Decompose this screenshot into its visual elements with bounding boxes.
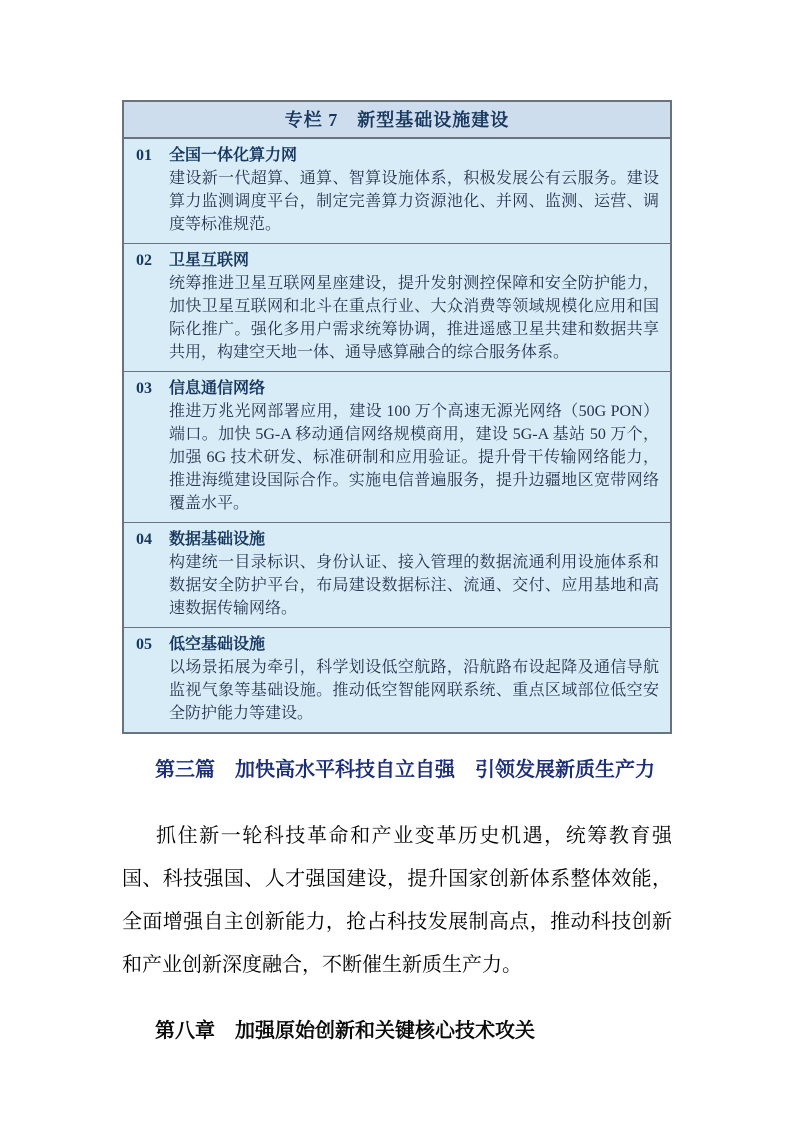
panel-item-title: 信息通信网络 <box>169 380 266 397</box>
panel-item-head <box>136 249 659 272</box>
panel-title: 专栏 7 新型基础设施建设 <box>124 102 670 139</box>
body-paragraph: 抓住新一轮科技革命和产业变革历史机遇，统筹教育强国、科技强国、人才强国建设，提升国家创新体系整体效能，全面增强自主创新能力，抢占科技发展制高点，推动科技创新和产业创新深度融合，不断催生新质生产力。 <box>122 825 672 976</box>
panel-item-number: 04 <box>136 531 152 548</box>
panel-item-title: 卫星互联网 <box>169 252 250 269</box>
page-content <box>122 100 672 1043</box>
panel-item-head <box>136 144 659 167</box>
panel-item-number: 02 <box>136 252 152 269</box>
panel-item <box>124 139 670 244</box>
panel-item <box>124 628 670 732</box>
panel-item-body: 构建统一目录标识、身份认证、接入管理的数据流通利用设施体系和数据安全防护平台，布局建设数据标注、流通、交付、应用基地和高速数据传输网络。 <box>169 554 659 617</box>
panel-item-head <box>136 528 659 551</box>
panel-item-head <box>136 633 659 656</box>
part-heading: 第三篇 加快高水平科技自立自强 引领发展新质生产力 <box>155 759 655 781</box>
panel-item-body: 以场景拓展为牵引，科学划设低空航路，沿航路布设起降及通信导航监视气象等基础设施。推动低空智能网联系统、重点区域部位低空安全防护能力等建设。 <box>169 659 659 722</box>
panel-item-body: 建设新一代超算、通算、智算设施体系，积极发展公有云服务。建设算力监测调度平台，制定完善算力资源池化、并网、监测、运营、调度等标准规范。 <box>169 170 659 233</box>
panel-item-title: 低空基础设施 <box>169 636 266 653</box>
chapter-heading: 第八章 加强原始创新和关键核心技术攻关 <box>155 1020 535 1042</box>
panel-item-title: 数据基础设施 <box>169 531 266 548</box>
panel-item <box>124 523 670 628</box>
panel-item-body: 推进万兆光网部署应用，建设 100 万个高速无源光网络（50G PON）端口。加快 5G‑A 移动通信网络规模商用，建设 5G‑A 基站 50 万个，加强 6G 技术研发、标准研制和应用验证。提升骨干传输网络能力，推进海缆建设国际合作。实施电信普遍服务，提升边疆地区宽带网络覆盖水平。 <box>169 403 659 512</box>
panel-item <box>124 244 670 372</box>
panel-item-body: 统筹推进卫星互联网星座建设，提升发射测控保障和安全防护能力，加快卫星互联网和北斗在重点行业、大众消费等领域规模化应用和国际化推广。强化多用户需求统筹协调，推进遥感卫星共建和数据共享共用，构建空天地一体、通导感算融合的综合服务体系。 <box>169 275 659 361</box>
panel-item-number: 01 <box>136 147 152 164</box>
panel-item-title: 全国一体化算力网 <box>169 147 298 164</box>
panel-item-number: 03 <box>136 380 152 397</box>
column-panel <box>122 100 672 734</box>
panel-item <box>124 372 670 523</box>
panel-item-number: 05 <box>136 636 152 653</box>
panel-item-head <box>136 377 659 400</box>
